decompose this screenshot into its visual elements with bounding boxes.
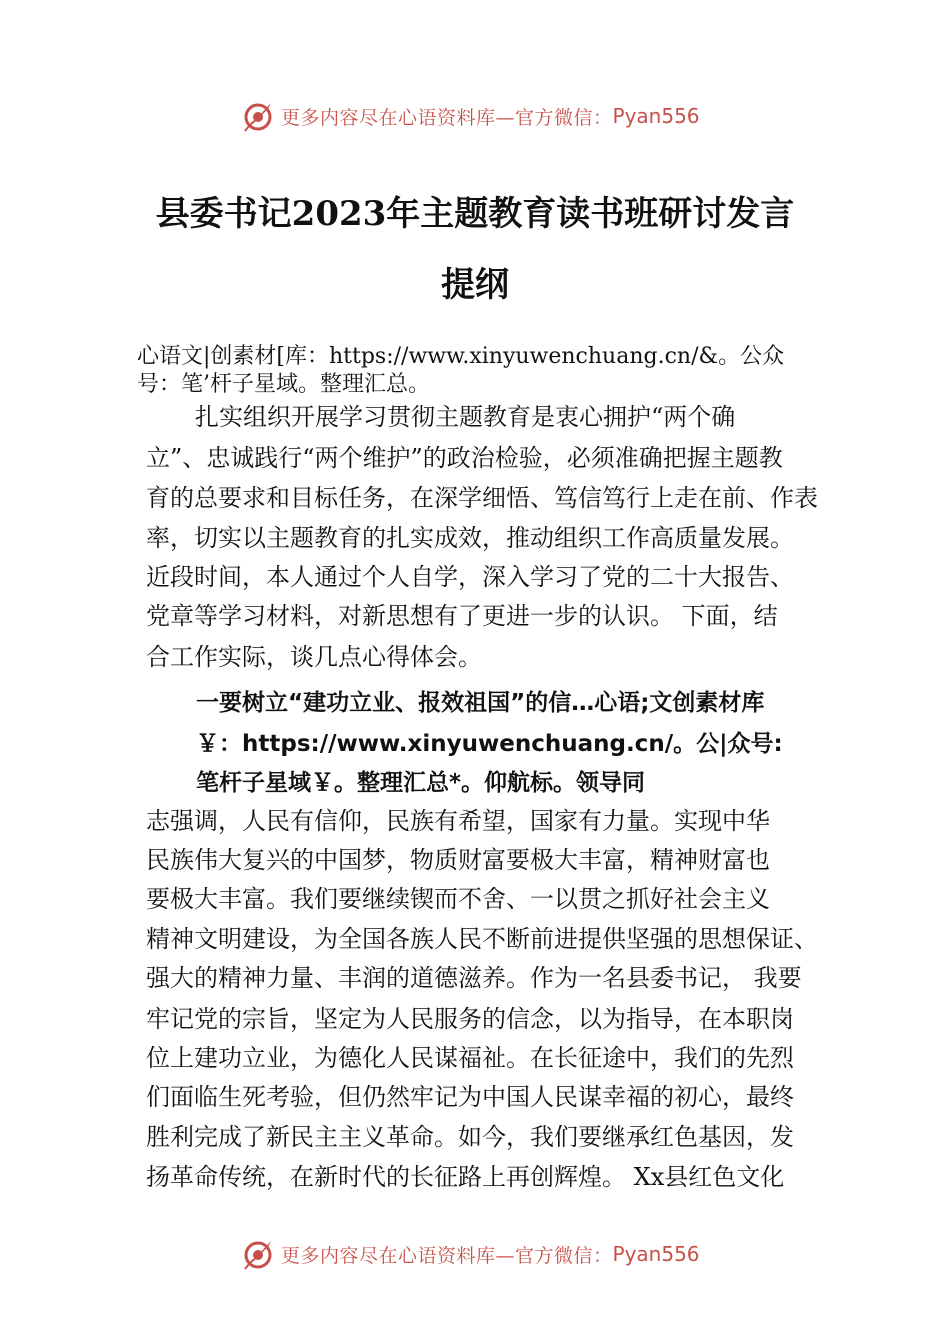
body-line: 强大的精神力量、丰润的道德滋养。作为一名县委书记， 我要 [146,964,802,992]
body-line: 精神文明建设，为全国各族人民不断前进提供坚强的思想保证、 [146,925,818,953]
body-line: 位上建功立业，为德化人民谋福祉。在长征途中，我们的先烈 [146,1044,794,1072]
section-heading-line: 一要树立“建功立业、报效祖国”的信…心语;文创素材库 [196,690,765,716]
body-line: 志强调，人民有信仰，民族有希望，国家有力量。实现中华 [146,807,770,835]
body-line: 牢记党的宗旨，坚定为人民服务的信念，以为指导，在本职岗 [146,1005,794,1033]
section-heading-line: ￥：https://www.xinyuwenchuang.cn/。公|众号: [196,731,783,757]
intro-line: 合工作实际，谈几点心得体会。 [146,643,482,671]
header-banner [0,96,950,136]
banner-text: 更多内容尽在心语资料库—官方微信： [281,106,613,129]
document-title-line-2: 提纲 [441,265,509,305]
banner-wechat-id: Pyan556 [612,104,700,128]
intro-line: 育的总要求和目标任务，在深学细悟、笃信笃行上走在前、作表 [146,484,818,512]
document-title-line-1: 县委书记2023年主题教育读书班研讨发言 [155,194,795,234]
banner-wechat-id: Pyan556 [612,1242,700,1266]
footer-banner [0,1234,950,1274]
intro-line: 立”、忠诚践行“两个维护”的政治检验，必须准确把握主题教 [146,444,783,472]
intro-line: 党章等学习材料，对新思想有了更进一步的认识。 下面，结 [146,602,778,630]
body-line: 扬革命传统，在新时代的长征路上再创辉煌。 Xx县红色文化 [146,1163,785,1191]
body-line: 民族伟大复兴的中国梦，物质财富要极大丰富，精神财富也 [146,846,770,874]
banner-text: 更多内容尽在心语资料库—官方微信： [281,1244,613,1267]
pen-logo-icon [241,1237,275,1271]
pen-logo-icon [241,99,275,133]
body-line: 胜利完成了新民主主义革命。如今，我们要继承红色基因，发 [146,1123,794,1151]
intro-line: 近段时间，本人通过个人自学，深入学习了党的二十大报告、 [146,563,794,591]
intro-line: 扎实组织开展学习贯彻主题教育是衷心拥护“两个确 [195,403,736,431]
intro-line: 率，切实以主题教育的扎实成效，推动组织工作高质量发展。 [146,524,794,552]
body-line: 们面临生死考验，但仍然牢记为中国人民谋幸福的初心，最终 [146,1083,794,1111]
source-line: 号：笔’杆子星域。整理汇总。 [137,372,430,397]
body-line: 要极大丰富。我们要继续锲而不舍、一以贯之抓好社会主义 [146,885,770,913]
source-line: 心语文|创素材[库：https://www.xinyuwenchuang.cn/&。公众 [137,344,785,369]
section-heading-line: 笔杆子星域￥。整理汇总*。仰航标。领导同 [196,770,646,796]
